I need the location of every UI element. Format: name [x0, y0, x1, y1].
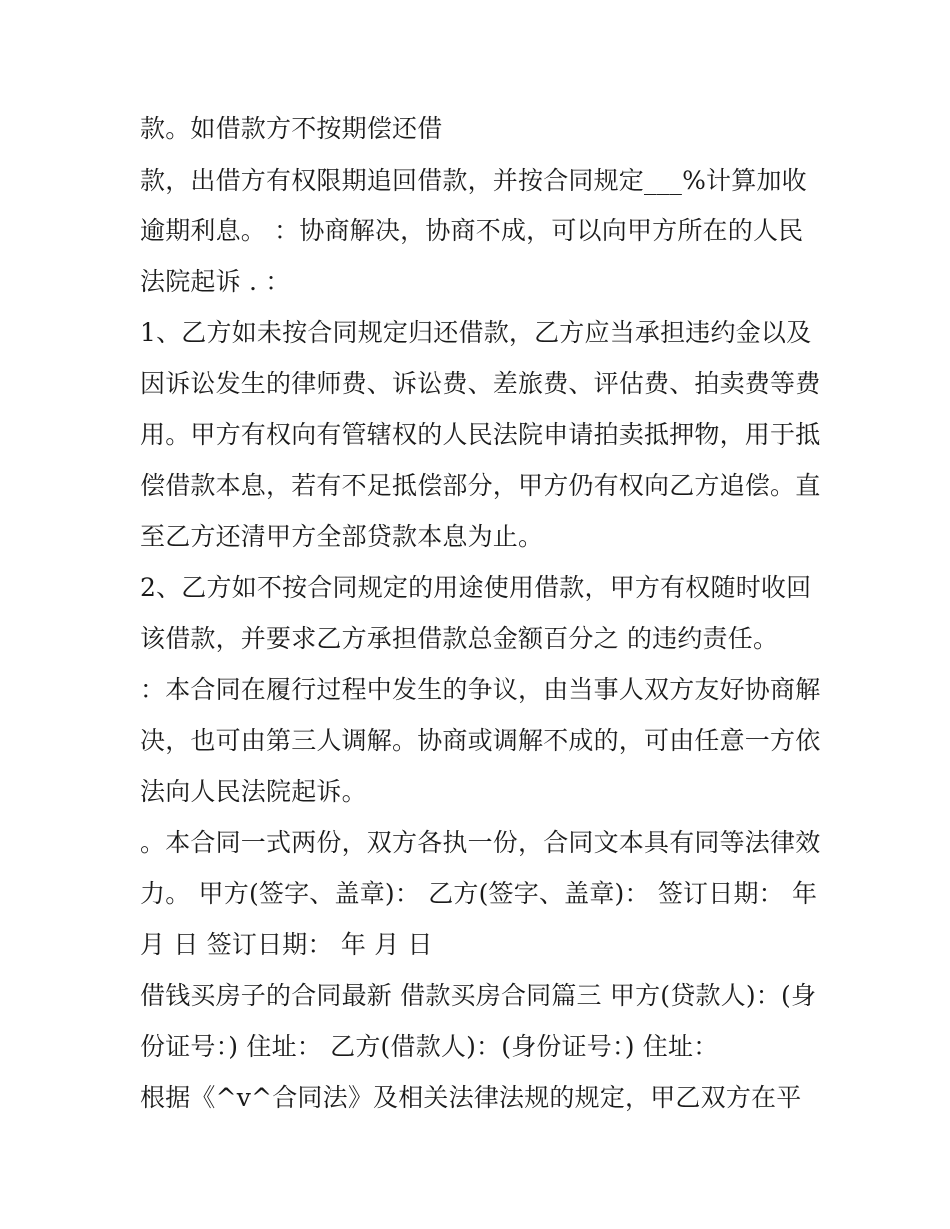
text-line: 偿借款本息，若有不足抵偿部分，甲方仍有权向乙方追偿。直 [140, 471, 821, 500]
text-line: 逾期利息。 ：协商解决，协商不成，可以向甲方所在的人民 [140, 216, 804, 245]
text-line: 决，也可由第三人调解。协商或调解不成的，可由任意一方依 [140, 726, 821, 755]
text-line: 该借款，并要求乙方承担借款总金额百分之 的违约责任。 [140, 624, 779, 653]
text-line: 款。如借款方不按期偿还借 [140, 114, 443, 143]
text-line: 。本合同一式两份，双方各执一份，合同文本具有同等法律效 [140, 828, 821, 857]
text-line: 法向人民法院起诉。 [140, 777, 367, 806]
text-line: 力。 甲方(签字、盖章)： 乙方(签字、盖章)： 签订日期： 年 [140, 879, 818, 908]
text-line: 因诉讼发生的律师费、诉讼费、差旅费、评估费、拍卖费等费 [140, 369, 821, 398]
text-line: ：本合同在履行过程中发生的争议，由当事人双方友好协商解 [140, 675, 821, 704]
text-line: 款，出借方有权限期追回借款，并按合同规定___%计算加收 [140, 166, 807, 195]
text-line: 月 日 签订日期： 年 月 日 [140, 930, 433, 959]
text-line: 份证号：) 住址： 乙方(借款人)：(身份证号：) 住址： [140, 1032, 719, 1061]
text-line: 借钱买房子的合同最新 借款买房合同篇三 甲方(贷款人)：(身 [140, 981, 817, 1010]
text-line: 用。甲方有权向有管辖权的人民法院申请拍卖抵押物，用于抵 [140, 420, 821, 449]
text-line: 2、乙方如不按合同规定的用途使用借款，甲方有权随时收回 [140, 573, 812, 602]
text-line: 根据《^v^合同法》及相关法律法规的规定，甲乙双方在平 [140, 1083, 802, 1112]
text-line: 法院起诉 . ： [140, 267, 291, 296]
text-line: 1、乙方如未按合同规定归还借款，乙方应当承担违约金以及 [140, 318, 812, 347]
text-line: 至乙方还清甲方全部贷款本息为止。 [140, 522, 544, 551]
